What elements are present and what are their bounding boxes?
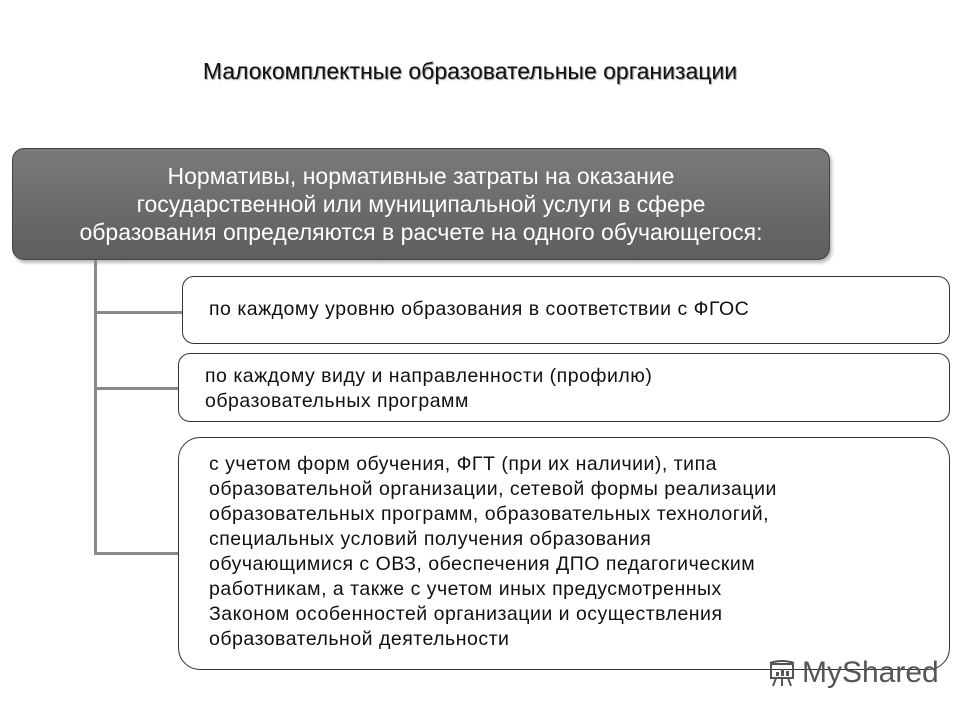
connector-1	[94, 311, 182, 314]
connector-3	[94, 552, 178, 555]
item-line: работникам, а также с учетом иных предусмотренных	[209, 578, 722, 600]
item-line: по каждому уровню образования в соответствии с ФГОС	[209, 298, 750, 320]
item-box-2	[178, 353, 950, 422]
item-line: по каждому виду и направленности (профилю)	[205, 365, 653, 387]
item-line: образовательных программ, образовательных технологий,	[209, 503, 770, 525]
item-line: образовательных программ	[205, 390, 469, 412]
item-line: образовательной организации, сетевой формы реализации	[209, 478, 777, 500]
item-box-3	[178, 437, 950, 670]
header-line: государственной или муниципальной услуги в сфере	[136, 191, 706, 217]
header-line: Нормативы, нормативные затраты на оказание	[167, 163, 675, 189]
item-box-1	[182, 276, 950, 344]
header-line: образования определяются в расчете на одного обучающегося:	[79, 219, 763, 245]
item-line: специальных условий получения образования	[209, 528, 652, 550]
connector-2	[94, 387, 178, 390]
slide-title: Малокомплектные образовательные организации	[202, 58, 738, 84]
presentation-board-icon	[768, 658, 796, 688]
connector-vertical	[94, 260, 97, 555]
watermark-text: MyShared	[802, 656, 939, 689]
item-line: Законом особенностей организации и осуществления	[209, 603, 723, 625]
item-line: обучающимися с ОВЗ, обеспечения ДПО педагогическим	[209, 553, 756, 575]
header-box	[12, 148, 830, 260]
item-line: образовательной деятельности	[209, 628, 510, 650]
item-line: с учетом форм обучения, ФГТ (при их наличии), типа	[209, 453, 717, 475]
watermark-logo	[768, 656, 939, 690]
